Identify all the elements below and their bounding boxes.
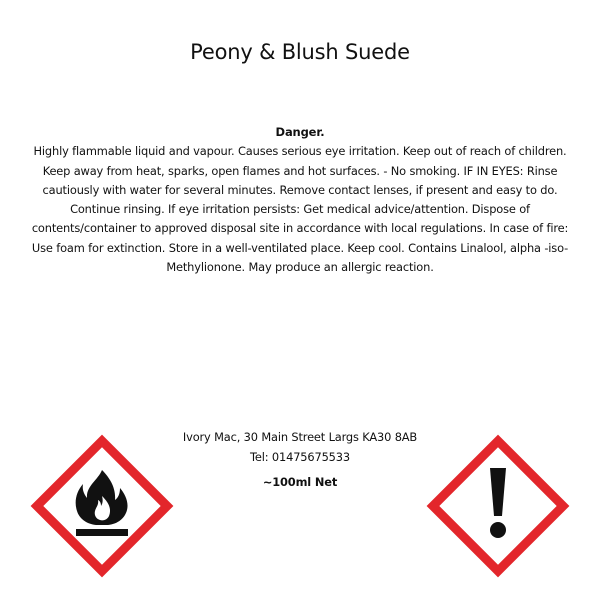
supplier-info — [150, 428, 450, 493]
product-title: Peony & Blush Suede — [190, 40, 410, 64]
irritant-pictogram — [420, 428, 576, 584]
exclamation-icon — [420, 428, 576, 584]
signal-word: Danger. — [275, 125, 325, 139]
supplier-phone: Tel: 01475675533 — [250, 449, 350, 464]
supplier-address: Ivory Mac, 30 Main Street Largs KA30 8AB — [182, 430, 418, 444]
hazard-statement: Highly flammable liquid and vapour. Causes serious eye irritation. Keep out of reach of children. Keep away from heat, sparks, open flames and hot surfaces. - No smoking. IF IN EYES: Rinse cautiously with water for several minutes. Remove contact lenses, if present and easy to do. Continue rinsing. If eye irritation persists: Get medical advice/attention. Dispose of contents/container to approved disposal site in accordance with local regulations. In case of fire: Use foam for extinction. Store in a well-ventilated place. Keep cool. Contains Linalool, alpha -iso-Methylionone. May produce an allergic reaction. — [31, 144, 569, 275]
net-volume: ~100ml Net — [262, 475, 338, 490]
hazard-warning — [28, 123, 572, 277]
